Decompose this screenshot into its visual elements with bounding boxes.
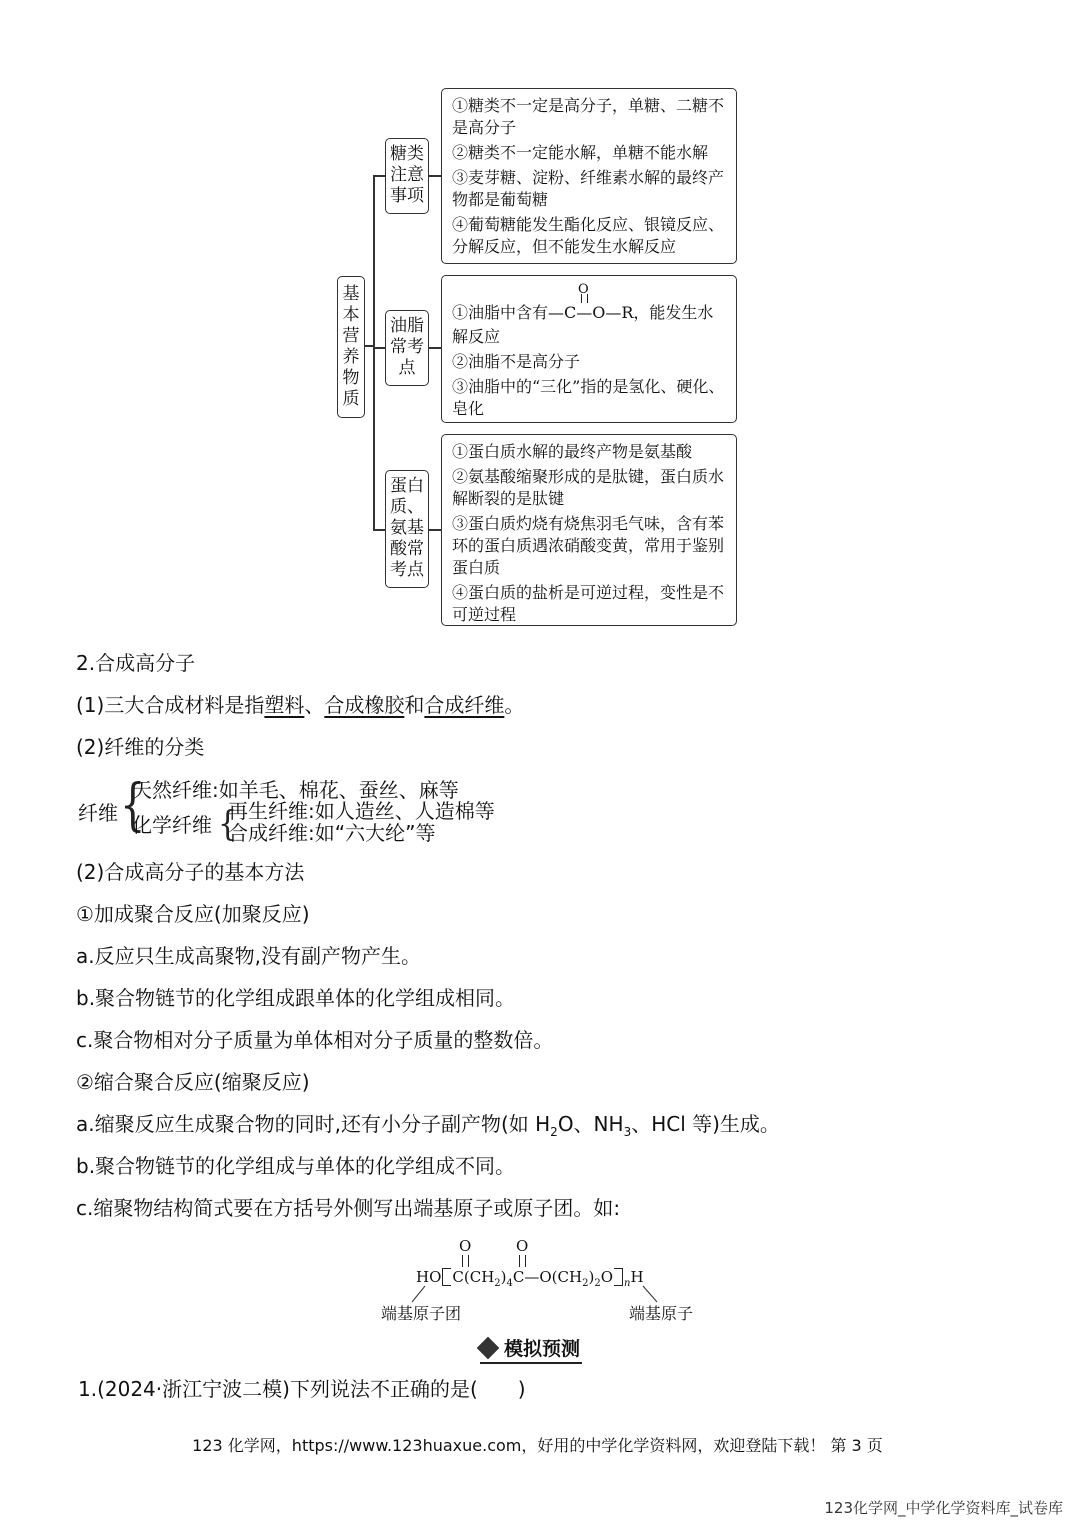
paragraph-condensation-c: c.缩聚物结构简式要在方括号外侧写出端基原子或原子团。如:	[76, 1196, 621, 1220]
fiber-root: 纤维	[78, 801, 118, 825]
answer-blank: 塑料	[264, 693, 305, 717]
note-item: ②糖类不一定能水解，单糖不能水解	[452, 143, 709, 162]
note-item: 解反应	[452, 327, 501, 346]
branch-label-protein: 蛋白质、氨基酸常考点	[385, 470, 429, 588]
carbonyl-o-2: O	[516, 1237, 529, 1255]
section-heading: 2.合成高分子	[76, 651, 196, 675]
paragraph-addition-c: c.聚合物相对分子质量为单体相对分子质量的整数倍。	[76, 1028, 554, 1052]
paragraph-condensation-a: a.缩聚反应生成聚合物的同时,还有小分子副产物(如 $H_2O$、$NH_3$、HCl 等)生成。	[76, 1112, 780, 1139]
end-group-label: 端基原子团	[381, 1304, 462, 1323]
branch-label-sugar: 糖类注意事项	[385, 138, 429, 214]
watermark: 123化学网_中学化学资料库_试卷库	[824, 1499, 1063, 1517]
paragraph-fiber-title: (2)纤维的分类	[76, 735, 205, 759]
end-atom-label: 端基原子	[629, 1304, 694, 1323]
carbonyl-o-1: O	[459, 1237, 472, 1255]
paragraph-methods: (2)合成高分子的基本方法	[76, 860, 305, 884]
practice-tag: 模拟预测	[480, 1334, 582, 1364]
note-item: ④蛋白质的盐析是可逆过程，变性是不可逆过程	[452, 583, 725, 624]
paragraph-condensation: ②缩合聚合反应(缩聚反应)	[76, 1070, 310, 1094]
note-item: ③油脂中的“三化”指的是氢化、硬化、皂化	[452, 377, 725, 418]
note-item: ④葡萄糖能发生酯化反应、银镜反应、分解反应，但不能发生水解反应	[452, 215, 725, 256]
paragraph-addition-b: b.聚合物链节的化学组成跟单体的化学组成相同。	[76, 986, 516, 1010]
ester-formula: ①油脂中含有—C—O—R，能发生水	[452, 303, 714, 322]
note-item: ①糖类不一定是高分子，单糖、二糖不是高分子	[452, 96, 725, 137]
branch-label-fat: 油脂常考点	[385, 310, 429, 386]
note-item: ①蛋白质水解的最终产物是氨基酸	[452, 442, 693, 461]
page-footer: 123 化学网，https://www.123huaxue.com，好用的中学化学资料网，欢迎登陆下载！ 第 3 页	[192, 1436, 883, 1455]
note-item: ②油脂不是高分子	[452, 352, 581, 371]
carbonyl-o: O	[578, 282, 589, 297]
answer-blank: 合成纤维	[424, 693, 505, 717]
question-1: 1.(2024·浙江宁波二模)下列说法不正确的是( )	[78, 1377, 526, 1401]
fiber-synthetic: 合成纤维:如“六大纶”等	[228, 821, 436, 845]
brace-inner: {	[218, 804, 238, 845]
paragraph-condensation-b: b.聚合物链节的化学组成与单体的化学组成不同。	[76, 1154, 516, 1178]
note-item: ③麦芽糖、淀粉、纤维素水解的最终产物都是葡萄糖	[452, 168, 725, 209]
paragraph-materials: (1)三大合成材料是指塑料、合成橡胶和合成纤维。	[76, 693, 525, 717]
paragraph-addition: ①加成聚合反应(加聚反应)	[76, 902, 310, 926]
fiber-chemical: 化学纤维	[132, 813, 212, 837]
paragraph-addition-a: a.反应只生成高聚物,没有副产物产生。	[76, 944, 421, 968]
fiber-regenerated: 再生纤维:如人造丝、人造棉等	[228, 799, 495, 823]
fiber-natural: 天然纤维:如羊毛、棉花、蚕丝、麻等	[132, 778, 459, 802]
polymer-formula: HO $C(CH_2)_4C—O(CH_2)_2O$ $_n$H	[416, 1268, 644, 1289]
note-item: ②氨基酸缩聚形成的是肽键，蛋白质水解断裂的是肽键	[452, 467, 725, 508]
brace-left: {	[120, 773, 146, 839]
answer-blank: 合成橡胶	[324, 693, 405, 717]
note-item: ③蛋白质灼烧有烧焦羽毛气味，含有苯环的蛋白质遇浓硝酸变黄，常用于鉴别蛋白质	[452, 514, 725, 577]
diamond-icon	[477, 1337, 500, 1360]
mindmap-root-label: 基本营养物质	[342, 284, 360, 409]
